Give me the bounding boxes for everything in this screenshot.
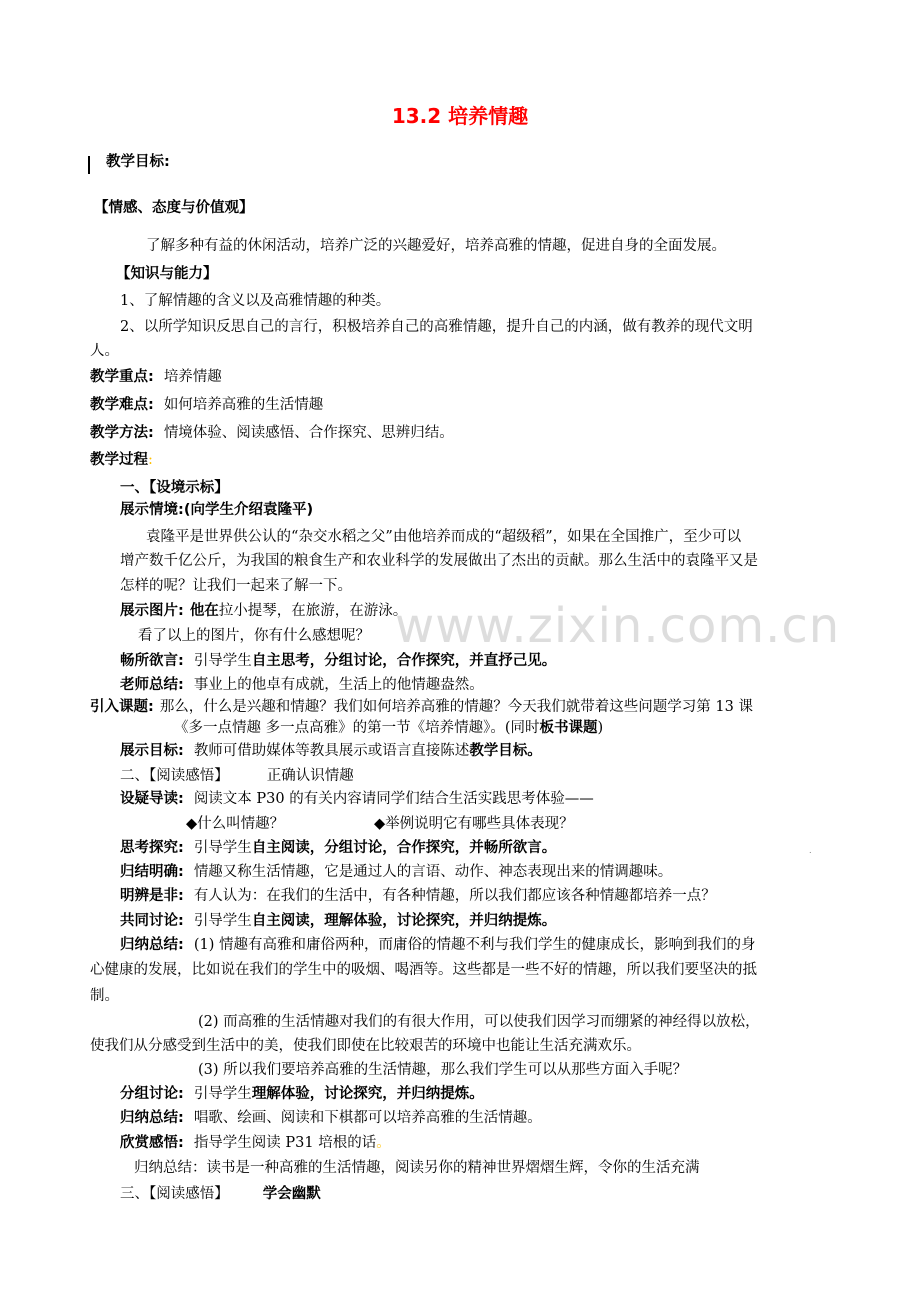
knowledge-item-1: 1、了解情趣的含义以及高雅情趣的种类。 bbox=[120, 293, 391, 309]
show-goals: 展示目标: 教师可借助媒体等教具展示或语言直接陈述教学目标。 bbox=[120, 743, 542, 759]
knowledge-item-2-cont: 人。 bbox=[90, 343, 119, 359]
paragraph-line: 怎样的呢？让我们一起来了解一下。 bbox=[120, 578, 352, 594]
summary-final: 归纳总结：读书是一种高雅的生活情趣，阅读另你的精神世界熠熠生辉，令你的生活充满 bbox=[134, 1160, 700, 1176]
watermark: www.zixin.com.cn bbox=[395, 598, 841, 654]
knowledge-heading: 【知识与能力】 bbox=[116, 266, 218, 282]
discussion: 共同讨论: 引导学生自主阅读，理解体验，讨论探究，并归纳提炼。 bbox=[120, 913, 557, 929]
speak-freely: 畅所欲言: 引导学生自主思考，分组讨论，合作探究，并直抒己见。 bbox=[120, 653, 557, 669]
goal-heading: 教学目标: bbox=[106, 154, 170, 170]
summary-3: (3) 所以我们要培养高雅的生活情趣，那么我们学生可以从那些方面入手呢？ bbox=[198, 1062, 688, 1078]
intro-topic-cont: 《多一点情趣 多一点高雅》的第一节《培养情趣》。(同时板书课题) bbox=[174, 720, 604, 736]
summary-1-end: 制。 bbox=[90, 988, 119, 1004]
show-pictures: 展示图片: 他在拉小提琴，在旅游，在游泳。 bbox=[120, 603, 408, 619]
appreciate: 欣赏感悟: 指导学生阅读 P31 培根的话。 bbox=[120, 1135, 391, 1151]
section-1-heading: 一、【设境示标】 bbox=[120, 480, 229, 496]
summary-2: (2) 而高雅的生活情趣对我们的有很大作用，可以使我们因学习而绷紧的神经得以放松， bbox=[198, 1014, 760, 1030]
key-point: 教学重点: 培养情趣 bbox=[90, 369, 222, 385]
stray-dot: . bbox=[809, 846, 812, 855]
show-scenario: 展示情境:(向学生介绍袁隆平) bbox=[120, 502, 314, 518]
intro-topic: 引入课题: 那么，什么是兴趣和情趣？我们如何培养高雅的情趣？今天我们就带着这些问题学习第 13 课 bbox=[90, 699, 753, 715]
judge: 明辨是非: 有人认为：在我们的生活中，有各种情趣，所以我们都应该各种情趣都培养一点？ bbox=[120, 888, 716, 904]
process-label: 教学过程: bbox=[90, 452, 153, 468]
method: 教学方法: 情境体验、阅读感悟、合作探究、思辨归结。 bbox=[90, 425, 454, 441]
group-discussion: 分组讨论: 引导学生理解体验，讨论探究，并归纳提炼。 bbox=[120, 1086, 484, 1102]
summary-4: 归纳总结: 唱歌、绘画、阅读和下棋都可以培养高雅的生活情趣。 bbox=[120, 1110, 542, 1126]
difficulty: 教学难点: 如何培养高雅的生活情趣 bbox=[90, 397, 324, 413]
summary-1-cont: 心健康的发展，比如说在我们的学生中的吸烟、喝酒等。这些都是一些不好的情趣，所以我们要坚决的抵 bbox=[90, 962, 757, 978]
bullet-question-1: ◆什么叫情趣？ bbox=[186, 816, 285, 832]
paragraph-line: 袁隆平是世界供公认的“杂交水稻之父”由他培养而成的“超级稻”，如果在全国推广，至少可以 bbox=[146, 529, 742, 545]
definition: 归结明确: 情趣又称生活情趣，它是通过人的言语、动作、神态表现出来的情调趣味。 bbox=[120, 864, 673, 880]
values-heading: 【情感、态度与价值观】 bbox=[94, 200, 254, 216]
margin-bar bbox=[88, 156, 90, 174]
summary-2-cont: 使我们从分感受到生活中的美，使我们即使在比较艰苦的环境中也能让生活充满欢乐。 bbox=[90, 1038, 641, 1054]
values-text: 了解多种有益的休闲活动，培养广泛的兴趣爱好，培养高雅的情趣，促进自身的全面发展。 bbox=[146, 238, 726, 254]
section-2-heading: 二、【阅读感悟】 正确认识情趣 bbox=[120, 768, 354, 784]
knowledge-item-2: 2、以所学知识反思自己的言行，积极培养自己的高雅情趣，提升自己的内涵，做有教养的现代文明 bbox=[120, 319, 753, 335]
page-title: 13.2 培养情趣 bbox=[391, 104, 529, 128]
teacher-summary: 老师总结: 事业上的他卓有成就，生活上的他情趣盎然。 bbox=[120, 677, 484, 693]
section-3-heading: 三、【阅读感悟】 学会幽默 bbox=[120, 1186, 321, 1202]
summary-1: 归纳总结: (1) 情趣有高雅和庸俗两种，而庸俗的情趣不利与我们学生的健康成长，影响到我们的身 bbox=[120, 937, 756, 953]
guided-question: 设疑导读: 阅读文本 P30 的有关内容请同学们结合生活实践思考体验—— bbox=[120, 791, 594, 807]
bullet-question-2: ◆举例说明它有哪些具体表现？ bbox=[374, 816, 574, 832]
think-explore: 思考探究: 引导学生自主阅读，分组讨论，合作探究，并畅所欲言。 bbox=[120, 840, 557, 856]
question: 看了以上的图片，你有什么感想呢？ bbox=[138, 628, 370, 644]
paragraph-line: 增产数千亿公斤，为我国的粮食生产和农业科学的发展做出了杰出的贡献。那么生活中的袁隆平又是 bbox=[120, 553, 758, 569]
